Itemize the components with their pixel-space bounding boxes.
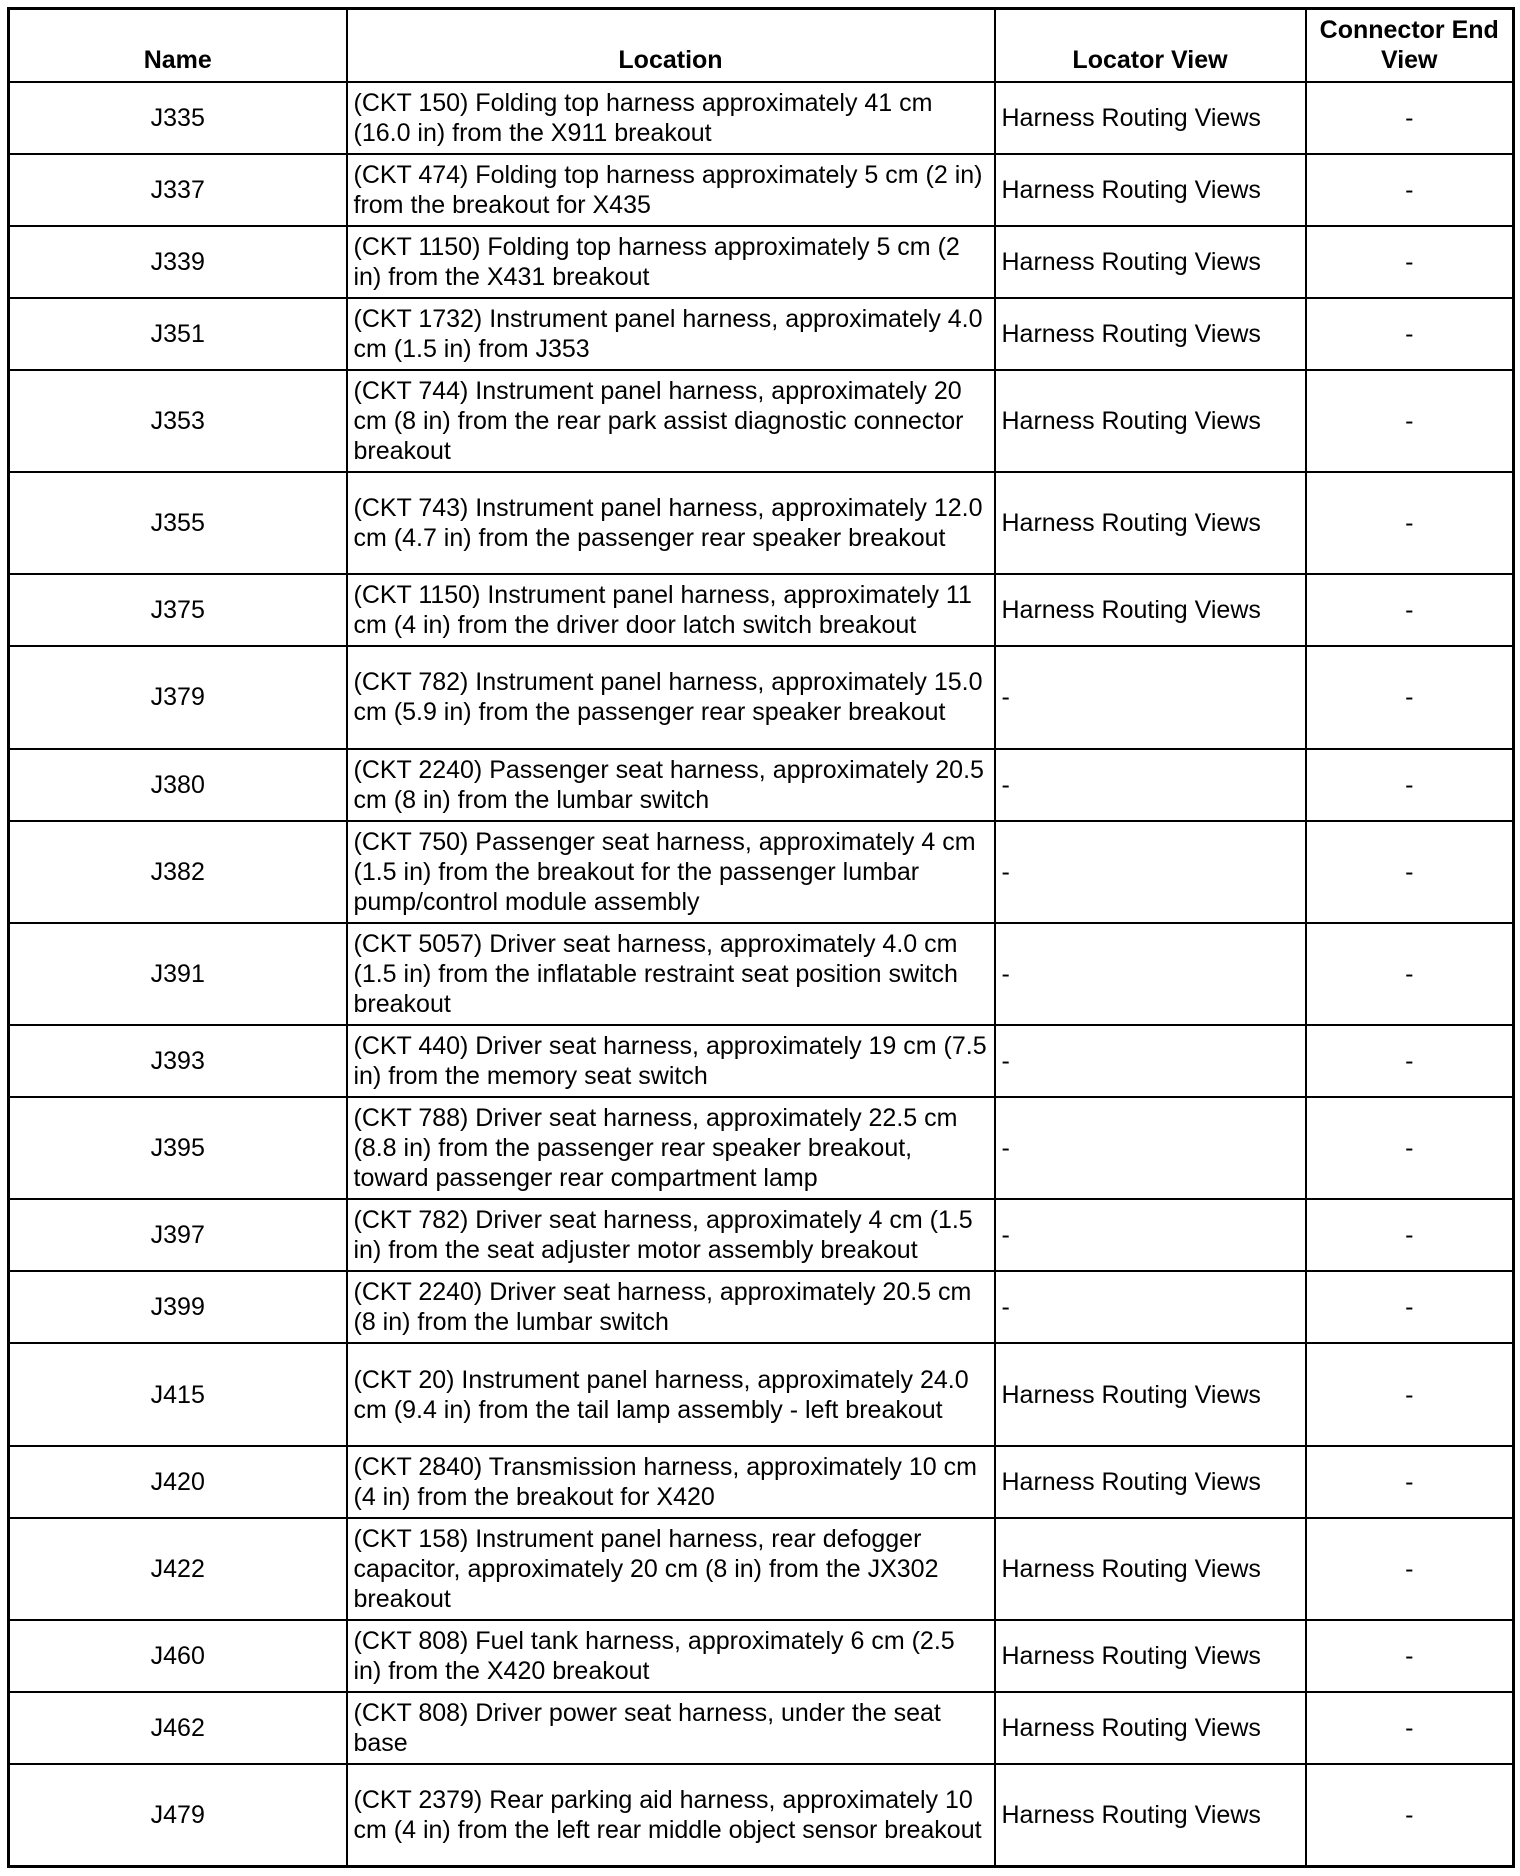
locator-view-cell: - xyxy=(995,821,1306,923)
locator-view-cell: Harness Routing Views xyxy=(995,1446,1306,1518)
name-cell: J379 xyxy=(9,646,347,748)
locator-view-cell: - xyxy=(995,923,1306,1025)
name-cell: J415 xyxy=(9,1343,347,1445)
locator-view-cell: Harness Routing Views xyxy=(995,154,1306,226)
locator-view-cell: - xyxy=(995,1025,1306,1097)
name-cell: J393 xyxy=(9,1025,347,1097)
name-cell: J391 xyxy=(9,923,347,1025)
header-name: Name xyxy=(9,9,347,82)
table-row xyxy=(9,923,1514,1025)
table-row xyxy=(9,821,1514,923)
location-cell: (CKT 782) Driver seat harness, approximately 4 cm (1.5 in) from the seat adjuster motor assembly breakout xyxy=(347,1199,995,1271)
locator-view-cell: - xyxy=(995,749,1306,821)
locator-view-cell: - xyxy=(995,1097,1306,1199)
locator-view-cell: Harness Routing Views xyxy=(995,82,1306,154)
table-row xyxy=(9,1620,1514,1692)
connector-end-view-cell: - xyxy=(1306,1343,1514,1445)
table-row xyxy=(9,1518,1514,1620)
location-cell: (CKT 5057) Driver seat harness, approximately 4.0 cm (1.5 in) from the inflatable restraint seat position switch breakout xyxy=(347,923,995,1025)
table-row xyxy=(9,749,1514,821)
location-cell: (CKT 808) Fuel tank harness, approximately 6 cm (2.5 in) from the X420 breakout xyxy=(347,1620,995,1692)
location-cell: (CKT 2840) Transmission harness, approximately 10 cm (4 in) from the breakout for X420 xyxy=(347,1446,995,1518)
name-cell: J462 xyxy=(9,1692,347,1764)
table-row xyxy=(9,1446,1514,1518)
locator-view-cell: Harness Routing Views xyxy=(995,472,1306,574)
table-row xyxy=(9,1199,1514,1271)
header-connector-end-view: Connector End View xyxy=(1306,9,1514,82)
locator-view-cell: Harness Routing Views xyxy=(995,574,1306,646)
name-cell: J380 xyxy=(9,749,347,821)
connector-end-view-cell: - xyxy=(1306,154,1514,226)
location-cell: (CKT 20) Instrument panel harness, approximately 24.0 cm (9.4 in) from the tail lamp assembly - left breakout xyxy=(347,1343,995,1445)
header-location: Location xyxy=(347,9,995,82)
location-cell: (CKT 782) Instrument panel harness, approximately 15.0 cm (5.9 in) from the passenger rear speaker breakout xyxy=(347,646,995,748)
connector-end-view-cell: - xyxy=(1306,1620,1514,1692)
table-row xyxy=(9,574,1514,646)
table-row xyxy=(9,646,1514,748)
table-row xyxy=(9,82,1514,154)
connector-end-view-cell: - xyxy=(1306,923,1514,1025)
location-cell: (CKT 808) Driver power seat harness, under the seat base xyxy=(347,1692,995,1764)
table-row xyxy=(9,298,1514,370)
connector-end-view-cell: - xyxy=(1306,1692,1514,1764)
name-cell: J399 xyxy=(9,1271,347,1343)
location-cell: (CKT 158) Instrument panel harness, rear defogger capacitor, approximately 20 cm (8 in) from the JX302 breakout xyxy=(347,1518,995,1620)
name-cell: J460 xyxy=(9,1620,347,1692)
connector-end-view-cell: - xyxy=(1306,298,1514,370)
name-cell: J397 xyxy=(9,1199,347,1271)
location-cell: (CKT 744) Instrument panel harness, approximately 20 cm (8 in) from the rear park assist diagnostic connector breakout xyxy=(347,370,995,472)
connector-end-view-cell: - xyxy=(1306,1271,1514,1343)
table-row xyxy=(9,1097,1514,1199)
table-row xyxy=(9,370,1514,472)
location-cell: (CKT 788) Driver seat harness, approximately 22.5 cm (8.8 in) from the passenger rear speaker breakout, toward passenger rear compartment lamp xyxy=(347,1097,995,1199)
location-cell: (CKT 440) Driver seat harness, approximately 19 cm (7.5 in) from the memory seat switch xyxy=(347,1025,995,1097)
table-body xyxy=(9,82,1514,1867)
header-row xyxy=(9,9,1514,82)
connector-end-view-cell: - xyxy=(1306,1446,1514,1518)
name-cell: J479 xyxy=(9,1764,347,1866)
table-row xyxy=(9,1764,1514,1866)
locator-view-cell: Harness Routing Views xyxy=(995,226,1306,298)
locator-view-cell: Harness Routing Views xyxy=(995,1764,1306,1866)
locator-view-cell: Harness Routing Views xyxy=(995,1518,1306,1620)
location-cell: (CKT 2379) Rear parking aid harness, approximately 10 cm (4 in) from the left rear middle object sensor breakout xyxy=(347,1764,995,1866)
location-cell: (CKT 1150) Folding top harness approximately 5 cm (2 in) from the X431 breakout xyxy=(347,226,995,298)
name-cell: J339 xyxy=(9,226,347,298)
connector-end-view-cell: - xyxy=(1306,1097,1514,1199)
connector-end-view-cell: - xyxy=(1306,821,1514,923)
locator-view-cell: Harness Routing Views xyxy=(995,298,1306,370)
connector-end-view-cell: - xyxy=(1306,1199,1514,1271)
connector-end-view-cell: - xyxy=(1306,749,1514,821)
locator-view-cell: - xyxy=(995,1199,1306,1271)
name-cell: J353 xyxy=(9,370,347,472)
name-cell: J420 xyxy=(9,1446,347,1518)
name-cell: J351 xyxy=(9,298,347,370)
table-row xyxy=(9,226,1514,298)
name-cell: J355 xyxy=(9,472,347,574)
locator-view-cell: - xyxy=(995,1271,1306,1343)
name-cell: J382 xyxy=(9,821,347,923)
locator-view-cell: Harness Routing Views xyxy=(995,370,1306,472)
locator-view-cell: Harness Routing Views xyxy=(995,1692,1306,1764)
name-cell: J335 xyxy=(9,82,347,154)
locator-view-cell: - xyxy=(995,646,1306,748)
splice-location-table xyxy=(7,7,1515,1868)
connector-end-view-cell: - xyxy=(1306,226,1514,298)
location-cell: (CKT 750) Passenger seat harness, approximately 4 cm (1.5 in) from the breakout for the passenger lumbar pump/control module assembly xyxy=(347,821,995,923)
connector-end-view-cell: - xyxy=(1306,472,1514,574)
locator-view-cell: Harness Routing Views xyxy=(995,1343,1306,1445)
locator-view-cell: Harness Routing Views xyxy=(995,1620,1306,1692)
connector-end-view-cell: - xyxy=(1306,1518,1514,1620)
location-cell: (CKT 743) Instrument panel harness, approximately 12.0 cm (4.7 in) from the passenger rear speaker breakout xyxy=(347,472,995,574)
table-row xyxy=(9,1271,1514,1343)
connector-end-view-cell: - xyxy=(1306,646,1514,748)
location-cell: (CKT 474) Folding top harness approximately 5 cm (2 in) from the breakout for X435 xyxy=(347,154,995,226)
name-cell: J375 xyxy=(9,574,347,646)
name-cell: J337 xyxy=(9,154,347,226)
name-cell: J395 xyxy=(9,1097,347,1199)
connector-end-view-cell: - xyxy=(1306,82,1514,154)
table-row xyxy=(9,1343,1514,1445)
connector-end-view-cell: - xyxy=(1306,1764,1514,1866)
connector-end-view-cell: - xyxy=(1306,574,1514,646)
name-cell: J422 xyxy=(9,1518,347,1620)
connector-end-view-cell: - xyxy=(1306,370,1514,472)
header-locator-view: Locator View xyxy=(995,9,1306,82)
table-row xyxy=(9,472,1514,574)
location-cell: (CKT 1732) Instrument panel harness, approximately 4.0 cm (1.5 in) from J353 xyxy=(347,298,995,370)
location-cell: (CKT 1150) Instrument panel harness, approximately 11 cm (4 in) from the driver door latch switch breakout xyxy=(347,574,995,646)
table-row xyxy=(9,154,1514,226)
table-row xyxy=(9,1025,1514,1097)
location-cell: (CKT 2240) Driver seat harness, approximately 20.5 cm (8 in) from the lumbar switch xyxy=(347,1271,995,1343)
location-cell: (CKT 150) Folding top harness approximately 41 cm (16.0 in) from the X911 breakout xyxy=(347,82,995,154)
location-cell: (CKT 2240) Passenger seat harness, approximately 20.5 cm (8 in) from the lumbar switch xyxy=(347,749,995,821)
connector-end-view-cell: - xyxy=(1306,1025,1514,1097)
table-row xyxy=(9,1692,1514,1764)
